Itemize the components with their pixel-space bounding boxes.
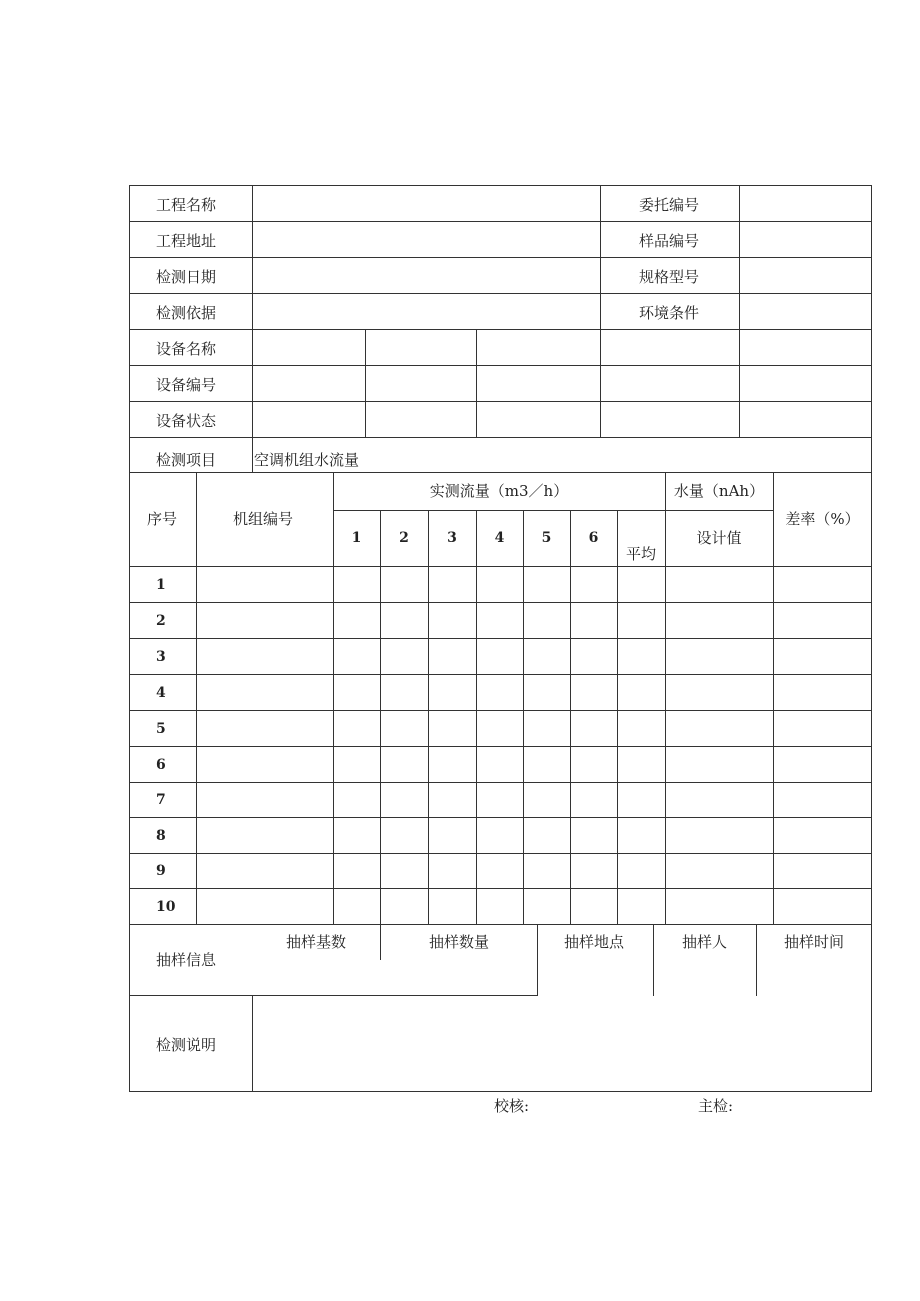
col-unit-header: 机组编号 — [233, 510, 294, 528]
env-conditions-label: 环境条件 — [639, 304, 700, 322]
equipment-status-label: 设备状态 — [156, 412, 217, 430]
row-1-seq: 1 — [156, 577, 166, 593]
test-basis-label: 检测依据 — [156, 304, 217, 322]
row-9-seq: 9 — [156, 863, 166, 879]
sampling-place-label: 抽样地点 — [564, 933, 625, 951]
sampling-info-label: 抽样信息 — [156, 951, 217, 969]
commission-no-label: 委托编号 — [639, 196, 700, 214]
row-3-seq: 3 — [156, 649, 166, 665]
measure-col-4: 4 — [494, 530, 505, 546]
design-col-header: 设计值 — [696, 529, 742, 547]
measure-col-5: 5 — [541, 530, 552, 546]
notes-label: 检测说明 — [156, 1036, 217, 1054]
sampling-time-label: 抽样时间 — [784, 933, 845, 951]
row-5-seq: 5 — [156, 721, 166, 737]
row-4-seq: 4 — [156, 685, 166, 701]
project-name-label: 工程名称 — [156, 196, 217, 214]
inspector-signature-label: 主检: — [698, 1097, 734, 1115]
equipment-name-label: 设备名称 — [156, 340, 217, 358]
row-2-seq: 2 — [156, 613, 166, 629]
measure-col-1: 1 — [351, 530, 362, 546]
measure-col-2: 2 — [399, 530, 409, 546]
avg-col-header: 平均 — [625, 545, 656, 563]
equipment-no-label: 设备编号 — [156, 376, 217, 394]
test-date-label: 检测日期 — [156, 268, 217, 286]
measure-col-6: 6 — [588, 530, 599, 546]
spec-model-label: 规格型号 — [639, 268, 700, 286]
project-address-label: 工程地址 — [156, 232, 217, 250]
col-measured-header: 实测流量（m3／h） — [429, 482, 569, 500]
row-10-seq: 10 — [156, 899, 176, 915]
row-8-seq: 8 — [156, 828, 166, 844]
water-col-header: 水量（nAh） — [673, 482, 765, 500]
sampling-qty-label: 抽样数量 — [429, 933, 490, 951]
row-6-seq: 6 — [156, 757, 166, 773]
row-7-seq: 7 — [156, 792, 166, 808]
measure-col-3: 3 — [447, 530, 457, 546]
sampling-base-label: 抽样基数 — [286, 933, 347, 951]
sample-no-label: 样品编号 — [639, 232, 700, 250]
test-item-value: 空调机组水流量 — [254, 451, 360, 469]
diff-col-header: 差率（%） — [785, 510, 860, 528]
test-item-label: 检测项目 — [156, 451, 217, 469]
check-signature-label: 校核: — [494, 1097, 530, 1115]
col-seq-header: 序号 — [147, 510, 178, 528]
sampler-label: 抽样人 — [682, 933, 728, 951]
